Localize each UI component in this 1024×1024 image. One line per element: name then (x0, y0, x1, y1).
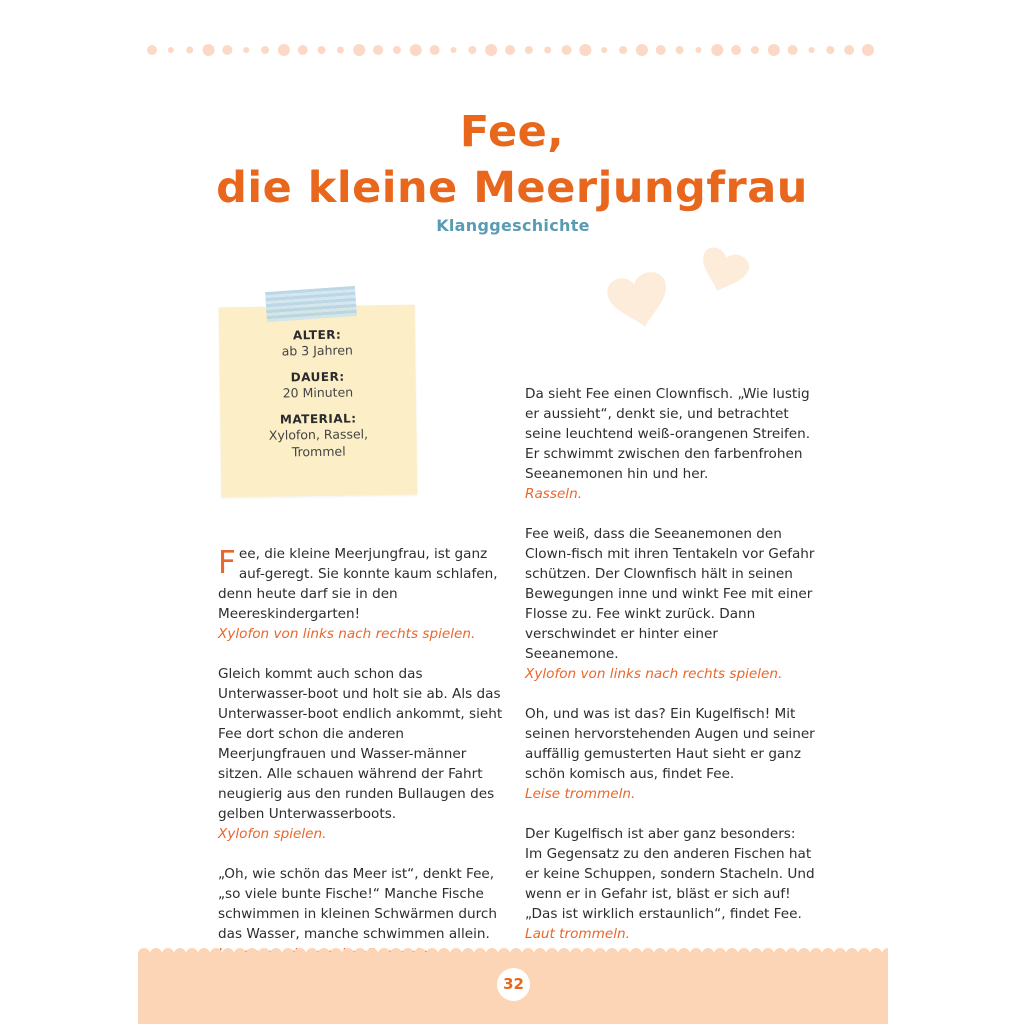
border-dot (579, 44, 591, 56)
border-dot (656, 45, 666, 55)
border-dot (505, 45, 515, 55)
hearts-decoration (596, 236, 776, 352)
paragraph-text: Der Kugelfisch ist aber ganz besonders: Im Gegensatz zu den anderen Fischen hat er keine Schuppen, sondern Stacheln. Und wenn er in Gefahr ist, bläst er sich auf! „Das ist wirklich erstaunlich“, findet Fee. (525, 826, 815, 922)
scallop (450, 948, 462, 958)
scallop (822, 948, 834, 958)
instrument-cue: Xylofon von links nach rechts spielen. (525, 666, 783, 682)
scallop (270, 948, 282, 958)
border-dot (525, 46, 533, 54)
scallop (222, 948, 234, 958)
story-column-right (525, 384, 815, 964)
border-dot (147, 45, 157, 55)
border-dot (731, 45, 741, 55)
scallop (186, 948, 198, 958)
border-dot (768, 44, 780, 56)
scallop (786, 948, 798, 958)
border-dot (450, 47, 456, 53)
age-value: ab 3 Jahren (281, 342, 354, 359)
duration-label: DAUER: (290, 369, 345, 385)
border-dot (222, 45, 232, 55)
scallop (810, 948, 822, 958)
scallop (534, 948, 546, 958)
scallop (282, 948, 294, 958)
border-dot (485, 44, 497, 56)
page-title (0, 104, 1024, 216)
scallop (690, 948, 702, 958)
border-dot (544, 47, 551, 54)
scallop (234, 948, 246, 958)
scallop (618, 948, 630, 958)
scallop (378, 948, 390, 958)
scallop (642, 948, 654, 958)
instrument-cue: Rasseln. (525, 486, 583, 502)
scallop (594, 948, 606, 958)
border-dot (243, 47, 249, 53)
scallop (354, 948, 366, 958)
scallop (174, 948, 186, 958)
scallop (210, 948, 222, 958)
border-dot (203, 44, 215, 56)
drop-cap: F (218, 545, 236, 581)
scallop (726, 948, 738, 958)
paragraph-text: „Oh, wie schön das Meer ist“, denkt Fee, „so viele bunte Fische!“ Manche Fische schwimmen in kleinen Schwärmen durch das Wasser, manche schwimmen allein. (218, 866, 497, 942)
age-label: ALTER: (292, 327, 342, 343)
border-dot (298, 45, 308, 55)
border-dot (278, 44, 290, 56)
border-dot (844, 45, 854, 55)
scallop (570, 948, 582, 958)
border-dot (261, 46, 269, 54)
scallop (582, 948, 594, 958)
story-paragraph (525, 824, 815, 944)
scallop (606, 948, 618, 958)
border-dot (788, 45, 798, 55)
info-card (219, 305, 418, 498)
scallop (714, 948, 726, 958)
scallop (750, 948, 762, 958)
border-dot (318, 46, 326, 54)
scallop (258, 948, 270, 958)
scallop (510, 948, 522, 958)
scallop (318, 948, 330, 958)
scallop (474, 948, 486, 958)
duration-value: 20 Minuten (282, 384, 354, 401)
border-dot (862, 44, 874, 56)
instrument-cue: Laut trommeln. (525, 926, 630, 942)
title-line-1: Fee, (459, 107, 565, 157)
scallop (462, 948, 474, 958)
paragraph-text: Gleich kommt auch schon das Unterwasser-boot und holt sie ab. Als das Unterwasser-boot endlich ankommt, sieht Fee dort schon die anderen Meerjungfrauen und Wasser-männer sitzen. Alle schauen während der Fahrt neugierig aus den runden Bullaugen des gelben Unterwasserboots. (218, 666, 503, 822)
story-paragraph (218, 664, 508, 844)
paragraph-text: Oh, und was ist das? Ein Kugelfisch! Mit seinen hervorstehenden Augen und seiner auffällig gemusterten Haut sieht er ganz schön komisch aus, findet Fee. (525, 706, 815, 782)
scallop (846, 948, 858, 958)
border-dot (808, 47, 814, 53)
scallop (486, 948, 498, 958)
scallop (246, 948, 258, 958)
page-number: 32 (497, 968, 530, 1001)
scallop (294, 948, 306, 958)
border-dot (619, 46, 627, 54)
border-dot (186, 47, 193, 54)
paragraph-text: Da sieht Fee einen Clownfisch. „Wie lustig er aussieht“, denkt sie, und betrachtet seine leuchtend weiß-orangenen Streifen. Er schwimmt zwischen den farbenfrohen Seeanemonen hin und her. (525, 386, 811, 482)
heart-icon (605, 269, 674, 333)
scallop (330, 948, 342, 958)
border-dot (711, 44, 723, 56)
scallop (546, 948, 558, 958)
footer-scallop-decoration (138, 946, 888, 958)
story-paragraph (525, 704, 815, 804)
scallop (882, 948, 888, 958)
scallop (150, 948, 162, 958)
scallop (762, 948, 774, 958)
story-paragraph (525, 384, 815, 504)
page-subtitle: Klanggeschichte (436, 216, 590, 235)
scallop (666, 948, 678, 958)
border-dot (353, 44, 365, 56)
scallop (498, 948, 510, 958)
scallop (306, 948, 318, 958)
scallop (162, 948, 174, 958)
scallop (858, 948, 870, 958)
scallop (870, 948, 882, 958)
border-dot (562, 45, 572, 55)
scallop (798, 948, 810, 958)
instrument-cue: Leise trommeln. (525, 786, 636, 802)
border-dot (337, 47, 344, 54)
heart-icon (694, 245, 751, 298)
story-paragraph (525, 524, 815, 684)
border-dot (601, 47, 607, 53)
scallop (558, 948, 570, 958)
story-paragraph (218, 544, 508, 644)
border-dot (676, 46, 684, 54)
scallop (522, 948, 534, 958)
border-dot (430, 45, 440, 55)
scallop (738, 948, 750, 958)
instrument-cue: Xylofon von links nach rechts spielen. (218, 626, 476, 642)
border-dot (468, 46, 476, 54)
scallop (438, 948, 450, 958)
scallop (774, 948, 786, 958)
scallop (630, 948, 642, 958)
material-value: Xylofon, Rassel, Trommel (268, 426, 369, 460)
scallop (198, 948, 210, 958)
paragraph-text: ee, die kleine Meerjungfrau, ist ganz auf-geregt. Sie konnte kaum schlafen, denn heute darf sie in den Meereskindergarten! (218, 546, 498, 622)
scallop (834, 948, 846, 958)
border-dot (636, 44, 648, 56)
border-dot (751, 46, 759, 54)
tape-icon (265, 286, 357, 322)
border-dot (393, 46, 401, 54)
scallop (654, 948, 666, 958)
scallop (390, 948, 402, 958)
border-dot (168, 47, 174, 53)
story-column-left (218, 544, 508, 984)
scallop (678, 948, 690, 958)
border-dot (373, 45, 383, 55)
scallop (414, 948, 426, 958)
scallop (426, 948, 438, 958)
material-label: MATERIAL: (279, 411, 357, 427)
border-dot (410, 44, 422, 56)
scallop (366, 948, 378, 958)
instrument-cue: Xylofon spielen. (218, 826, 327, 842)
scallop (702, 948, 714, 958)
title-line-2: die kleine Meerjungfrau (216, 163, 808, 213)
dot-border-decoration (146, 41, 874, 59)
scallop (342, 948, 354, 958)
scallop (402, 948, 414, 958)
border-dot (695, 47, 701, 53)
paragraph-text: Fee weiß, dass die Seeanemonen den Clown-fisch mit ihren Tentakeln vor Gefahr schützen. Der Clownfisch hält in seinen Bewegungen inne und winkt Fee mit einer Flosse zu. Fee winkt zurück. Dann verschwindet er hinter einer Seeanemone. (525, 526, 815, 662)
border-dot (826, 46, 834, 54)
scallop (138, 948, 150, 958)
